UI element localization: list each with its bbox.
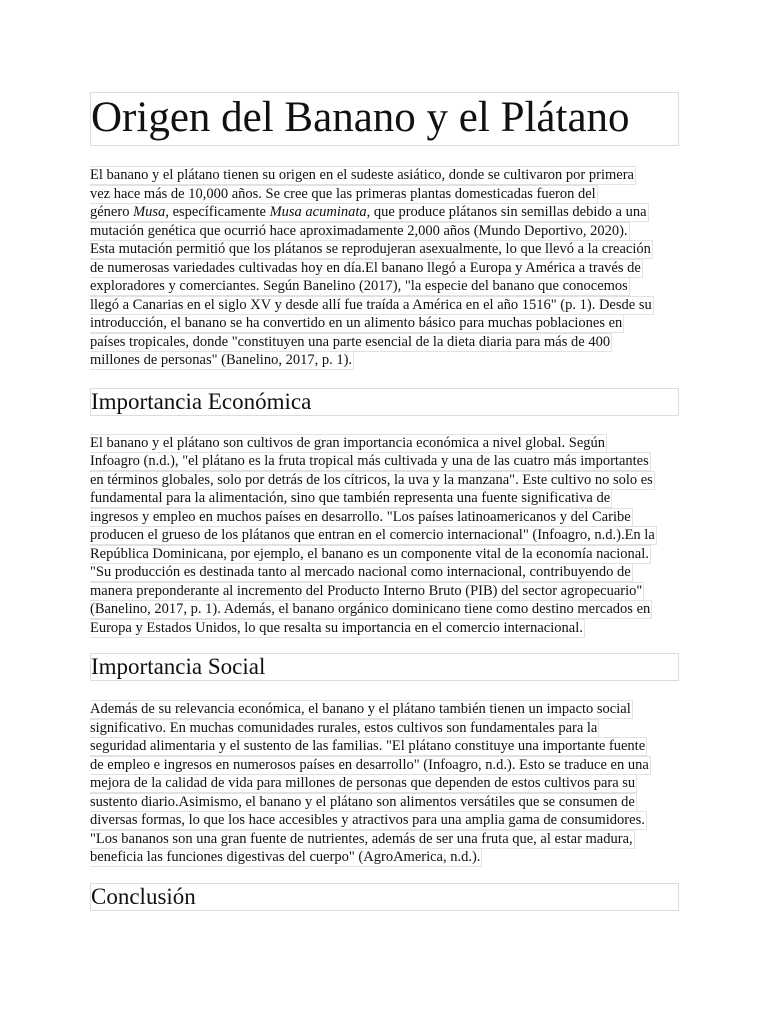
document-page — [90, 92, 679, 911]
text-line-row — [90, 296, 679, 315]
text-run: , que produce plátanos sin semillas debido a una — [366, 204, 647, 220]
text-line: "Los bananos son una gran fuente de nutrientes, además de ser una fruta que, al estar madura, — [90, 830, 633, 847]
text-line-row — [90, 222, 679, 241]
title-box — [90, 92, 679, 146]
text-line: Infoagro (n.d.), "el plátano es la fruta tropical más cultivada y una de las cuatro más importantes — [90, 453, 649, 469]
section-heading: Importancia Social — [91, 654, 266, 679]
text-line: beneficia las funciones digestivas del cuerpo" (AgroAmerica, n.d.). — [90, 849, 481, 865]
page-title: Origen del Banano y el Plátano — [91, 94, 630, 141]
text-line-row — [90, 600, 679, 619]
text-line-row — [90, 277, 679, 296]
text-line: ingresos y empleo en muchos países en desarrollo. "Los países latinoamericanos y del Caribe — [90, 508, 631, 525]
text-run: , específicamente — [165, 204, 270, 220]
intro-paragraph — [90, 166, 679, 370]
text-line-row — [90, 489, 679, 508]
text-line: exploradores y comerciantes. Según Banelino (2017), "la especie del banano que conocemos — [90, 278, 628, 294]
text-line-row — [90, 545, 679, 564]
text-line: "Su producción es destinada tanto al mercado nacional como internacional, contribuyendo de — [90, 564, 631, 580]
text-line: en términos globales, solo por detrás de los cítricos, la uva y la manzana". Este cultivo no solo es — [90, 471, 653, 488]
text-line: fundamental para la alimentación, sino que también representa una fuente significativa de — [90, 490, 611, 506]
section-heading: Conclusión — [91, 883, 196, 909]
text-line — [90, 203, 649, 222]
text-line: Europa y Estados Unidos, lo que resalta su importancia en el comercio internacional. — [90, 619, 583, 636]
text-line-row — [90, 700, 679, 719]
text-line: El banano y el plátano tienen su origen en el sudeste asiático, donde se cultivaron por primera — [90, 167, 634, 183]
text-line-row — [90, 737, 679, 756]
text-line: significativo. En muchas comunidades rurales, estos cultivos son fundamentales para la — [90, 719, 598, 736]
text-line-row — [90, 203, 679, 222]
section-heading-box — [90, 388, 679, 416]
economic-paragraph — [90, 434, 679, 638]
text-line: (Banelino, 2017, p. 1). Además, el banano orgánico dominicano tiene como destino mercados en — [90, 601, 651, 617]
text-line: de empleo e ingresos en numerosos países en desarrollo" (Infoagro, n.d.). Esto se traduce en una — [90, 756, 649, 773]
text-line-row — [90, 471, 679, 490]
text-line: Además de su relevancia económica, el banano y el plátano también tienen un impacto social — [90, 701, 631, 717]
text-line-row — [90, 452, 679, 471]
text-line-row — [90, 719, 679, 738]
text-line: mutación genética que ocurrió hace aproximadamente 2,000 años (Mundo Deportivo, 2020). — [90, 222, 628, 239]
text-line: diversas formas, lo que los hace accesibles y atractivos para una amplia gama de consumidores. — [90, 812, 645, 828]
text-line-row — [90, 582, 679, 601]
text-line-row — [90, 793, 679, 812]
section-heading-box — [90, 883, 679, 911]
text-line-row — [90, 351, 679, 370]
text-line: de numerosas variedades cultivadas hoy en día.El banano llegó a Europa y América a través de — [90, 259, 641, 276]
text-line: llegó a Canarias en el siglo XV y desde allí fue traída a América en el año 1516" (p. 1). Desde su — [90, 296, 652, 313]
text-line-row — [90, 526, 679, 545]
text-line-row — [90, 333, 679, 352]
text-line: seguridad alimentaria y el sustento de las familias. "El plátano constituye una importante fuente — [90, 738, 646, 754]
text-line-row — [90, 314, 679, 333]
text-line: vez hace más de 10,000 años. Se cree que las primeras plantas domesticadas fueron del — [90, 185, 596, 202]
text-line: países tropicales, donde "constituyen una parte esencial de la dieta diaria para más de 400 — [90, 333, 611, 350]
text-line-row — [90, 563, 679, 582]
text-line: El banano y el plátano son cultivos de gran importancia económica a nivel global. Según — [90, 434, 606, 451]
text-run: género — [90, 204, 134, 220]
section-heading-box — [90, 653, 679, 681]
text-line-row — [90, 434, 679, 453]
text-line-row — [90, 619, 679, 638]
text-line: sustento diario.Asimismo, el banano y el plátano son alimentos versátiles que se consumen de — [90, 793, 635, 810]
text-line-row — [90, 240, 679, 259]
text-line: mejora de la calidad de vida para millones de personas que dependen de estos cultivos para su — [90, 775, 636, 791]
text-line-row — [90, 756, 679, 775]
text-line-row — [90, 166, 679, 185]
text-line-row — [90, 830, 679, 849]
text-line: producen el grueso de los plátanos que entran en el comercio internacional" (Infoagro, n.d.).En la — [90, 527, 655, 543]
text-line: millones de personas" (Banelino, 2017, p. 1). — [90, 352, 353, 368]
italic-text-run: Musa — [133, 204, 166, 220]
text-line-row — [90, 848, 679, 867]
text-line-row — [90, 259, 679, 278]
text-line: manera preponderante al incremento del Producto Interno Bruto (PIB) del sector agropecuario" — [90, 582, 643, 599]
text-line: introducción, el banano se ha convertido en un alimento básico para muchas poblaciones en — [90, 315, 623, 331]
text-line-row — [90, 185, 679, 204]
text-line-row — [90, 508, 679, 527]
text-line-row — [90, 811, 679, 830]
text-line: Esta mutación permitió que los plátanos se reprodujeran asexualmente, lo que llevó a la creación — [90, 241, 651, 257]
section-heading: Importancia Económica — [91, 388, 312, 414]
social-paragraph — [90, 700, 679, 867]
text-line-row — [90, 774, 679, 793]
italic-text-run: Musa acuminata — [269, 204, 367, 220]
text-line: República Dominicana, por ejemplo, el banano es un componente vital de la economía nacional. — [90, 545, 649, 562]
